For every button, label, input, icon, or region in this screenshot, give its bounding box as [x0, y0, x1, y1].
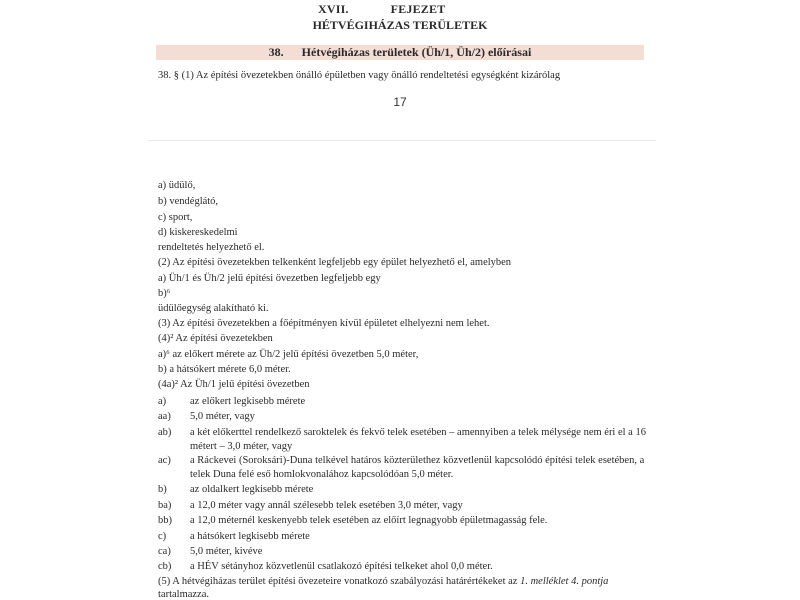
list-label: c) — [158, 531, 167, 542]
paragraph-4a-heading: (4a)² Az Üh/1 jelű építési övezetben — [158, 379, 310, 390]
chapter-heading — [318, 2, 445, 17]
chapter-title: HÉTVÉGIHÁZAS TERÜLETEK — [312, 18, 488, 32]
annex-reference: 1. melléklet 4. pontja — [520, 576, 609, 587]
line-c: c) sport, — [158, 212, 193, 223]
list-item-text: a HÉV sétányhoz közvetlenül csatlakozó építési telkeket ahol 0,0 méter. — [190, 561, 493, 572]
list-item-text: a Ráckevei (Soroksári)-Duna telkével határos közterülethez közvetlenül kapcsolódó építési telek esetében, a — [190, 455, 645, 466]
paragraph-4b-line: b) a hátsókert mérete 6,0 méter. — [158, 364, 291, 375]
paragraph-3: (3) Az építési övezetekben a főépítményen kívül épületet elhelyezni nem lehet. — [158, 318, 490, 329]
list-label: ac) — [158, 455, 171, 466]
list-item-text: a 12,0 méter vagy annál szélesebb telek esetében 3,0 méter, vagy — [190, 500, 463, 511]
line-a: a) üdülő, — [158, 180, 196, 191]
list-label: a) — [158, 396, 167, 407]
list-label: cb) — [158, 561, 172, 572]
section-number: 38. — [268, 45, 284, 59]
paragraph-5-text: (5) A hétvégiházas terület építési övezeteire vonatkozó szabályozási határértékeket az — [158, 576, 518, 587]
list-item-text: 5,0 méter, kivéve — [190, 546, 263, 557]
list-item-text: a hátsókert legkisebb mérete — [190, 531, 310, 542]
list-label: aa) — [158, 411, 171, 422]
list-item — [158, 396, 166, 407]
page-number: 17 — [393, 95, 407, 109]
chapter-number: XVII. — [318, 2, 349, 16]
page-divider — [148, 140, 656, 141]
list-item-text: a két előkerttel rendelkező saroktelek és fekvő telek esetében – amennyiben a telek mélysége nem éri el a 16 — [190, 427, 646, 438]
line-rendeltetes: rendeltetés helyezhető el. — [158, 242, 265, 253]
list-item-text: az oldalkert legkisebb mérete — [190, 484, 314, 495]
section-heading — [0, 45, 800, 60]
list-item-text: a 12,0 méternél keskenyebb telek esetében az előírt legnagyobb épületmagasság fele. — [190, 515, 548, 526]
list-label: ba) — [158, 500, 172, 511]
chapter-word: FEJEZET — [390, 2, 446, 16]
paragraph-5 — [158, 576, 608, 587]
paragraph-5-end: tartalmazza. — [158, 589, 210, 600]
list-label: ca) — [158, 546, 171, 557]
paragraph-2b: b)⁶ — [158, 288, 171, 299]
paragraph-2a: a) Üh/1 és Üh/2 jelű építési övezetben legfeljebb egy — [158, 273, 381, 284]
line-d: d) kiskereskedelmi — [158, 227, 238, 238]
list-item-text-cont: métert – 3,0 méter, vagy — [190, 441, 293, 452]
paragraph-2: (2) Az építési övezetekben telkenként legfeljebb egy épület helyezhető el, amelyben — [158, 257, 512, 268]
paragraph-4: (4)² Az építési övezetekben — [158, 333, 273, 344]
list-item-text-cont: telek Duna felé eső homlokvonalához kapcsolódóan 5,0 méter. — [190, 469, 454, 480]
line-b: b) vendéglátó, — [158, 196, 219, 207]
line-udulo: üdülőegység alakítható ki. — [158, 303, 269, 314]
intro-paragraph: 38. § (1) Az építési övezetekben önálló épületben vagy önálló rendeltetési egységként kizárólag — [158, 70, 561, 81]
list-item-text: 5,0 méter, vagy — [190, 411, 255, 422]
list-label: ab) — [158, 427, 172, 438]
paragraph-4a-line: a)⁶ az előkert mérete az Üh/2 jelű építési övezetben 5,0 méter, — [158, 349, 419, 360]
list-label: b) — [158, 484, 167, 495]
list-item-text: az előkert legkisebb mérete — [190, 396, 306, 407]
section-title: Hétvégiházas területek (Üh/1, Üh/2) előírásai — [301, 45, 532, 59]
list-label: bb) — [158, 515, 172, 526]
